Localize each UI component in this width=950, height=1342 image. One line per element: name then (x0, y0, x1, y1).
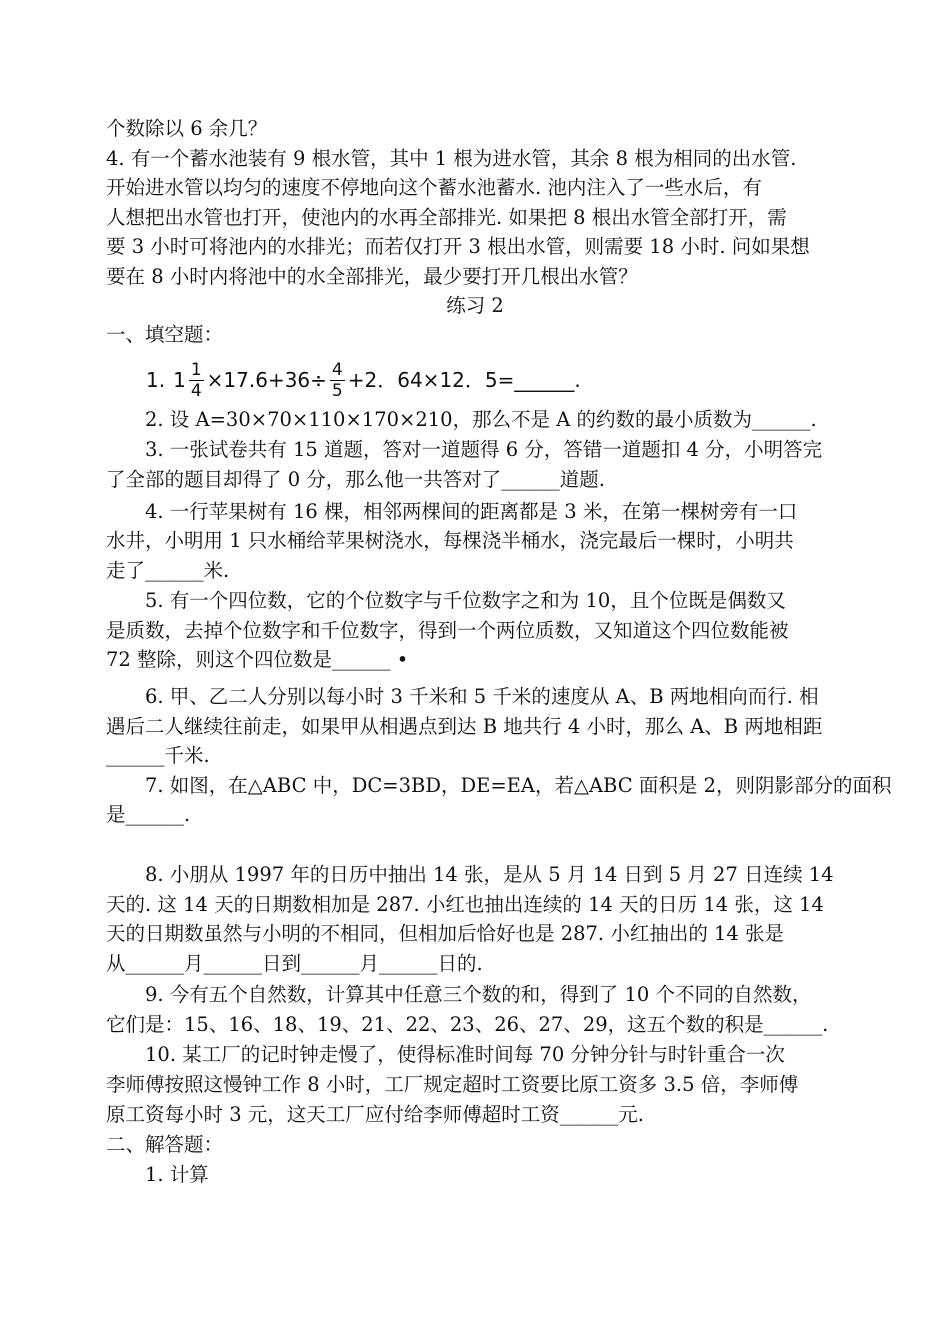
math-formula (146, 355, 581, 405)
question-9: 9. 今有五个自然数，计算其中任意三个数的和，得到了 10 个不同的自然数， (145, 983, 812, 1006)
text-line: 要在 8 小时内将池中的水全部排光，最少要打开几根出水管？ (106, 265, 638, 288)
question-3: 3. 一张试卷共有 15 道题，答对一道题得 6 分，答错一道题扣 4 分，小明答完 (145, 438, 823, 461)
question-6-cont: ______千米. (106, 744, 210, 767)
question-7-cont: 是______. (106, 803, 191, 826)
question-10-cont: 原工资每小时 3 元，这天工厂应付给李师傅超时工资______元. (106, 1103, 645, 1126)
text-line: 开始进水管以均匀的速度不停地向这个蓄水池蓄水. 池内注入了一些水后，有 (106, 176, 762, 199)
text-line: 人想把出水管也打开，使池内的水再全部排光. 如果把 8 根出水管全部打开，需 (106, 206, 787, 229)
question-4-cont: 水井，小明用 1 只水桶给苹果树浇水，每棵浇半桶水，浇完最后一棵时，小明共 (106, 529, 794, 552)
question-8-cont: 天的. 这 14 天的日期数相加是 287. 小红也抽出连续的 14 天的日历 14 张，这 14 (106, 893, 824, 916)
fraction-one-quarter: $\frac{1}{4}$ (190, 359, 202, 401)
part2-heading: 二、解答题： (106, 1133, 224, 1156)
formula-whole: 1 (173, 367, 186, 392)
question-5-cont: 是质数，去掉个位数字和千位数字，得到一个两位质数，又知道这个四位数能被 (106, 619, 789, 642)
question-3-cont: 了全部的题目却得了 0 分，那么他一共答对了______道题. (106, 468, 606, 491)
question-6-cont: 遇后二人继续往前走，如果甲从相遇点到达 B 地共行 4 小时，那么 A、B 两地相距 (106, 715, 823, 738)
question-6: 6. 甲、乙二人分别以每小时 3 千米和 5 千米的速度从 A、B 两地相向而行. 相 (145, 685, 819, 708)
question-9-cont: 它们是：15、16、18、19、21、22、23、26、27、29，这五个数的积是______. (106, 1013, 829, 1036)
question-4-cont: 走了______米. (106, 559, 230, 582)
question-10: 10. 某工厂的记时钟走慢了，使得标准时间每 70 分钟分针与时针重合一次 (145, 1043, 785, 1066)
formula-index: 1. (146, 367, 166, 392)
text-line: 要 3 小时可将池内的水排光；而若仅打开 3 根出水管，则需要 18 小时. 问如果想 (106, 235, 810, 258)
question-2: 2. 设 A=30×70×110×170×210，那么不是 A 的约数的最小质数为______. (145, 408, 817, 431)
question-10-cont: 李师傅按照这慢钟工作 8 小时，工厂规定超时工资要比原工资多 3.5 倍，李师傅 (106, 1073, 799, 1096)
text-line: 4. 有一个蓄水池装有 9 根水管，其中 1 根为进水管，其余 8 根为相同的出水管. (106, 147, 797, 170)
section-title: 练习 2 (446, 294, 504, 317)
question-8-cont: 天的日期数虽然与小明的不相同，但相加后恰好也是 287. 小红抽出的 14 张是 (106, 922, 785, 945)
question-5-cont: 72 整除，则这个四位数是______ • (106, 648, 409, 671)
question-4: 4. 一行苹果树有 16 棵，相邻两棵间的距离都是 3 米，在第一棵树旁有一口 (145, 500, 798, 523)
question-7: 7. 如图，在△ABC 中，DC=3BD，DE=EA，若△ABC 面积是 2，则阴影部分的面积 (145, 774, 892, 797)
question-8: 8. 小朋从 1997 年的日历中抽出 14 张，是从 5 月 14 日到 5 月 27 日连续 14 (145, 863, 834, 886)
text-line: 个数除以 6 余几？ (106, 117, 268, 140)
formula-tail: +2．64×12．5=______. (347, 367, 581, 392)
part1-heading: 一、填空题： (106, 323, 224, 346)
part2-item-1: 1. 计算 (145, 1163, 209, 1186)
fraction-four-fifths: $\frac{4}{5}$ (331, 359, 343, 401)
formula-middle: ×17.6+36÷ (206, 367, 327, 392)
question-8-cont: 从______月______日到______月______日的. (106, 952, 483, 975)
question-5: 5. 有一个四位数，它的个位数字与千位数字之和为 10，且个位既是偶数又 (145, 589, 786, 612)
